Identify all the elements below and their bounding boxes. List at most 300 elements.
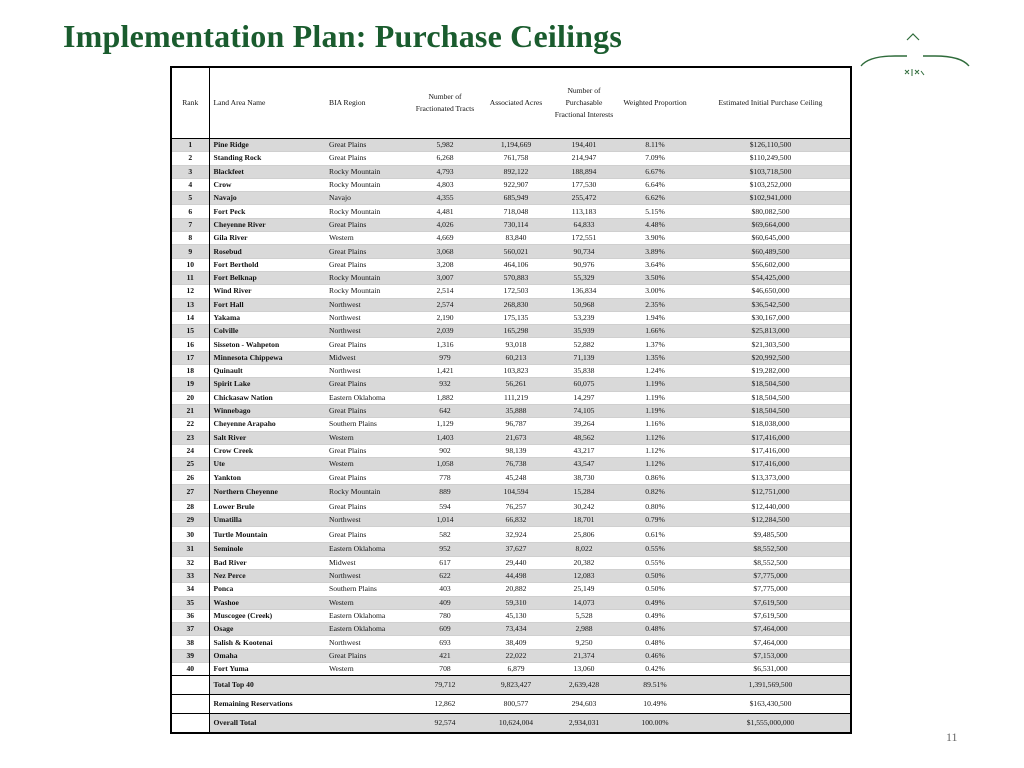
cell-proportion: 0.46% [619, 649, 691, 662]
cell-ceiling: $102,941,000 [691, 192, 851, 205]
slide-title: Implementation Plan: Purchase Ceilings [63, 18, 623, 54]
cell-region [325, 676, 407, 695]
cell-name: Fort Hall [209, 298, 325, 311]
cell-rank: 8 [171, 232, 209, 245]
cell-proportion: 5.15% [619, 205, 691, 218]
cell-tracts: 3,068 [407, 245, 483, 258]
table-row [171, 365, 851, 378]
cell-ceiling: $30,167,000 [691, 311, 851, 324]
header-purchasable-interests: Number of Purchasable Fractional Interests [549, 67, 619, 139]
cell-tracts: 902 [407, 444, 483, 457]
cell-rank: 9 [171, 245, 209, 258]
cell-name: Seminole [209, 543, 325, 556]
table-row [171, 583, 851, 596]
cell-rank: 16 [171, 338, 209, 351]
cell-acres: 570,883 [483, 271, 549, 284]
cell-proportion: 0.48% [619, 636, 691, 649]
cell-interests: 90,976 [549, 258, 619, 271]
cell-interests: 15,284 [549, 484, 619, 500]
cell-tracts: 932 [407, 378, 483, 391]
table-row [171, 662, 851, 675]
cell-acres: 73,434 [483, 623, 549, 636]
cell-region: Southern Plains [325, 583, 407, 596]
cell-interests: 30,242 [549, 500, 619, 513]
cell-name: Umatilla [209, 514, 325, 527]
cell-acres: 59,310 [483, 596, 549, 609]
cell-acres: 685,949 [483, 192, 549, 205]
cell-ceiling: $7,153,000 [691, 649, 851, 662]
cell-interests: 2,639,428 [549, 676, 619, 695]
table-body [171, 139, 851, 734]
cell-ceiling: $80,082,500 [691, 205, 851, 218]
cell-acres: 464,106 [483, 258, 549, 271]
cell-tracts: 421 [407, 649, 483, 662]
cell-rank: 24 [171, 444, 209, 457]
cell-rank: 15 [171, 325, 209, 338]
cell-region: Western [325, 596, 407, 609]
cell-region: Rocky Mountain [325, 484, 407, 500]
cell-proportion: 0.49% [619, 596, 691, 609]
cell-interests: 177,530 [549, 178, 619, 191]
cell-ceiling: $18,038,000 [691, 418, 851, 431]
cell-acres: 66,832 [483, 514, 549, 527]
cell-ceiling: $69,664,000 [691, 218, 851, 231]
cell-name: Spirit Lake [209, 378, 325, 391]
cell-rank: 28 [171, 500, 209, 513]
cell-region: Western [325, 431, 407, 444]
cell-region: Northwest [325, 325, 407, 338]
cell-tracts: 4,355 [407, 192, 483, 205]
cell-name: Ponca [209, 583, 325, 596]
cell-ceiling: $18,504,500 [691, 404, 851, 417]
cell-interests: 43,547 [549, 458, 619, 471]
cell-tracts: 4,026 [407, 218, 483, 231]
table-row [171, 351, 851, 364]
cell-rank: 5 [171, 192, 209, 205]
cell-region: Great Plains [325, 152, 407, 165]
total-row [171, 676, 851, 695]
cell-ceiling: $46,650,000 [691, 285, 851, 298]
cell-rank: 17 [171, 351, 209, 364]
cell-proportion: 3.90% [619, 232, 691, 245]
cell-rank: 12 [171, 285, 209, 298]
cell-proportion: 0.42% [619, 662, 691, 675]
cell-interests: 13,060 [549, 662, 619, 675]
cell-acres: 60,213 [483, 351, 549, 364]
cell-tracts: 1,403 [407, 431, 483, 444]
cell-interests: 35,939 [549, 325, 619, 338]
cell-ceiling: $36,542,500 [691, 298, 851, 311]
cell-name: Rosebud [209, 245, 325, 258]
purchase-ceiling-table [170, 66, 852, 734]
cell-rank: 7 [171, 218, 209, 231]
cell-proportion: 7.09% [619, 152, 691, 165]
cell-interests: 12,083 [549, 569, 619, 582]
cell-tracts: 889 [407, 484, 483, 500]
cell-interests: 53,239 [549, 311, 619, 324]
cell-name: Ute [209, 458, 325, 471]
cell-proportion: 3.89% [619, 245, 691, 258]
cell-region: Rocky Mountain [325, 165, 407, 178]
cell-tracts: 979 [407, 351, 483, 364]
cell-name: Salish & Kootenai [209, 636, 325, 649]
cell-rank: 10 [171, 258, 209, 271]
cell-ceiling: $12,440,000 [691, 500, 851, 513]
header-land-area-name: Land Area Name [209, 67, 325, 139]
cell-proportion: 1.24% [619, 365, 691, 378]
table-row [171, 271, 851, 284]
cell-acres: 165,298 [483, 325, 549, 338]
cell-region: Northwest [325, 365, 407, 378]
cell-interests: 48,562 [549, 431, 619, 444]
cell-name: Wind River [209, 285, 325, 298]
cell-rank: 25 [171, 458, 209, 471]
cell-name: Osage [209, 623, 325, 636]
cell-region: Rocky Mountain [325, 178, 407, 191]
table-row [171, 484, 851, 500]
cell-name: Muscogee (Creek) [209, 609, 325, 622]
cell-rank: 19 [171, 378, 209, 391]
cell-name: Northern Cheyenne [209, 484, 325, 500]
cell-ceiling: $20,992,500 [691, 351, 851, 364]
table-row [171, 325, 851, 338]
cell-proportion: 0.86% [619, 471, 691, 484]
cell-rank [171, 714, 209, 734]
cell-ceiling: $126,110,500 [691, 139, 851, 152]
cell-ceiling: $7,464,000 [691, 623, 851, 636]
cell-region: Eastern Oklahoma [325, 543, 407, 556]
cell-interests: 64,833 [549, 218, 619, 231]
cell-acres: 35,888 [483, 404, 549, 417]
header-rank: Rank [171, 67, 209, 139]
cell-acres: 45,248 [483, 471, 549, 484]
cell-acres: 20,882 [483, 583, 549, 596]
header-purchase-ceiling: Estimated Initial Purchase Ceiling [691, 67, 851, 139]
cell-ceiling: $7,464,000 [691, 636, 851, 649]
cell-region: Great Plains [325, 378, 407, 391]
cell-tracts: 6,268 [407, 152, 483, 165]
cell-rank: 14 [171, 311, 209, 324]
cell-proportion: 0.79% [619, 514, 691, 527]
cell-proportion: 1.12% [619, 458, 691, 471]
cell-acres: 37,627 [483, 543, 549, 556]
cell-tracts: 2,574 [407, 298, 483, 311]
cell-interests: 136,834 [549, 285, 619, 298]
cell-region: Great Plains [325, 500, 407, 513]
cell-rank: 33 [171, 569, 209, 582]
cell-rank [171, 695, 209, 714]
cell-tracts: 12,862 [407, 695, 483, 714]
cell-name: Crow Creek [209, 444, 325, 457]
cell-acres: 96,787 [483, 418, 549, 431]
table-row [171, 404, 851, 417]
cell-proportion: 1.35% [619, 351, 691, 364]
cell-ceiling: $21,303,500 [691, 338, 851, 351]
cell-ceiling: $18,504,500 [691, 391, 851, 404]
cell-name: Minnesota Chippewa [209, 351, 325, 364]
cell-acres: 892,122 [483, 165, 549, 178]
cell-name: Quinault [209, 365, 325, 378]
table-row [171, 418, 851, 431]
table-row [171, 514, 851, 527]
cell-acres: 98,139 [483, 444, 549, 457]
table-row [171, 152, 851, 165]
cell-ceiling: $163,430,500 [691, 695, 851, 714]
cell-region: Northwest [325, 311, 407, 324]
cell-region: Northwest [325, 514, 407, 527]
cell-proportion: 1.94% [619, 311, 691, 324]
cell-ceiling: $8,552,500 [691, 556, 851, 569]
cell-name: Nez Perce [209, 569, 325, 582]
cell-proportion: 6.62% [619, 192, 691, 205]
cell-rank: 18 [171, 365, 209, 378]
cell-name: Lower Brule [209, 500, 325, 513]
table-row [171, 245, 851, 258]
cell-proportion: 0.48% [619, 623, 691, 636]
cell-rank: 11 [171, 271, 209, 284]
cell-proportion: 1.19% [619, 404, 691, 417]
cell-region: Northwest [325, 298, 407, 311]
cell-name: Salt River [209, 431, 325, 444]
cell-region [325, 695, 407, 714]
cell-region: Great Plains [325, 218, 407, 231]
cell-name: Washoe [209, 596, 325, 609]
cell-rank: 30 [171, 527, 209, 543]
cell-interests: 39,264 [549, 418, 619, 431]
cell-region: Northwest [325, 569, 407, 582]
cell-ceiling: $17,416,000 [691, 458, 851, 471]
cell-region: Great Plains [325, 404, 407, 417]
cell-region: Great Plains [325, 139, 407, 152]
cell-region: Eastern Oklahoma [325, 609, 407, 622]
cell-name: Yakama [209, 311, 325, 324]
cell-rank: 27 [171, 484, 209, 500]
cell-name: Standing Rock [209, 152, 325, 165]
cell-acres: 761,758 [483, 152, 549, 165]
cell-rank: 34 [171, 583, 209, 596]
cell-region: Great Plains [325, 527, 407, 543]
cell-tracts: 1,129 [407, 418, 483, 431]
cell-tracts: 5,982 [407, 139, 483, 152]
cell-proportion: 10.49% [619, 695, 691, 714]
table-header-row [171, 67, 851, 139]
cell-region: Great Plains [325, 471, 407, 484]
cell-rank: 3 [171, 165, 209, 178]
cell-name: Chickasaw Nation [209, 391, 325, 404]
table-row [171, 431, 851, 444]
cell-tracts: 79,712 [407, 676, 483, 695]
cell-rank: 40 [171, 662, 209, 675]
cell-tracts: 1,316 [407, 338, 483, 351]
cell-ceiling: $110,249,500 [691, 152, 851, 165]
cell-interests: 214,947 [549, 152, 619, 165]
cell-interests: 2,934,031 [549, 714, 619, 734]
cell-proportion: 3.50% [619, 271, 691, 284]
cell-ceiling: $13,373,000 [691, 471, 851, 484]
cell-region: Western [325, 458, 407, 471]
table-row [171, 232, 851, 245]
cell-proportion: 0.49% [619, 609, 691, 622]
cell-name: Colville [209, 325, 325, 338]
cell-tracts: 4,481 [407, 205, 483, 218]
cell-interests: 5,528 [549, 609, 619, 622]
total-row [171, 695, 851, 714]
cell-ceiling: $7,775,000 [691, 569, 851, 582]
cell-tracts: 778 [407, 471, 483, 484]
cell-acres: 83,840 [483, 232, 549, 245]
cell-region: Western [325, 662, 407, 675]
cell-tracts: 617 [407, 556, 483, 569]
cell-rank [171, 676, 209, 695]
cell-interests: 18,701 [549, 514, 619, 527]
cell-acres: 1,194,669 [483, 139, 549, 152]
cell-acres: 76,738 [483, 458, 549, 471]
table-row [171, 609, 851, 622]
cell-tracts: 403 [407, 583, 483, 596]
cell-acres: 104,594 [483, 484, 549, 500]
cell-ceiling: $60,489,500 [691, 245, 851, 258]
cell-proportion: 2.35% [619, 298, 691, 311]
cell-acres: 560,021 [483, 245, 549, 258]
cell-proportion: 1.19% [619, 378, 691, 391]
cell-acres: 718,048 [483, 205, 549, 218]
cell-region: Great Plains [325, 444, 407, 457]
cell-region [325, 714, 407, 734]
header-weighted-proportion: Weighted Proportion [619, 67, 691, 139]
cell-proportion: 0.55% [619, 543, 691, 556]
cell-tracts: 2,514 [407, 285, 483, 298]
cell-interests: 74,105 [549, 404, 619, 417]
table-row [171, 569, 851, 582]
cell-ceiling: $19,282,000 [691, 365, 851, 378]
total-row [171, 714, 851, 734]
cell-interests: 172,551 [549, 232, 619, 245]
cell-interests: 55,329 [549, 271, 619, 284]
cell-region: Southern Plains [325, 418, 407, 431]
cell-ceiling: $6,531,000 [691, 662, 851, 675]
cell-region: Western [325, 232, 407, 245]
cell-tracts: 952 [407, 543, 483, 556]
cell-acres: 800,577 [483, 695, 549, 714]
cell-tracts: 1,058 [407, 458, 483, 471]
cell-ceiling: $7,775,000 [691, 583, 851, 596]
cell-rank: 22 [171, 418, 209, 431]
cell-acres: 10,624,004 [483, 714, 549, 734]
cell-proportion: 3.00% [619, 285, 691, 298]
cell-ceiling: $25,813,000 [691, 325, 851, 338]
cell-interests: 25,149 [549, 583, 619, 596]
cell-name: Fort Peck [209, 205, 325, 218]
cell-rank: 21 [171, 404, 209, 417]
cell-acres: 9,823,427 [483, 676, 549, 695]
cell-rank: 37 [171, 623, 209, 636]
header-fractionated-tracts: Number of Fractionated Tracts [407, 67, 483, 139]
page-number: 11 [946, 730, 958, 744]
cell-proportion: 4.48% [619, 218, 691, 231]
cell-proportion: 1.12% [619, 431, 691, 444]
cell-tracts: 4,793 [407, 165, 483, 178]
cell-interests: 50,968 [549, 298, 619, 311]
cell-interests: 255,472 [549, 192, 619, 205]
cell-interests: 9,250 [549, 636, 619, 649]
cell-tracts: 4,669 [407, 232, 483, 245]
cell-rank: 36 [171, 609, 209, 622]
cell-rank: 23 [171, 431, 209, 444]
cell-acres: 44,498 [483, 569, 549, 582]
table-row [171, 458, 851, 471]
cell-ceiling: $7,619,500 [691, 609, 851, 622]
cell-acres: 172,503 [483, 285, 549, 298]
cell-ceiling: $56,602,000 [691, 258, 851, 271]
cell-name: Pine Ridge [209, 139, 325, 152]
table-row [171, 527, 851, 543]
cell-tracts: 708 [407, 662, 483, 675]
cell-region: Great Plains [325, 338, 407, 351]
cell-proportion: 6.64% [619, 178, 691, 191]
cell-name: Turtle Mountain [209, 527, 325, 543]
cell-region: Great Plains [325, 649, 407, 662]
cell-ceiling: $7,619,500 [691, 596, 851, 609]
cell-tracts: 1,421 [407, 365, 483, 378]
cell-interests: 113,183 [549, 205, 619, 218]
cell-acres: 45,130 [483, 609, 549, 622]
cell-proportion: 0.80% [619, 500, 691, 513]
cell-region: Rocky Mountain [325, 271, 407, 284]
table-row [171, 543, 851, 556]
cell-tracts: 594 [407, 500, 483, 513]
cell-proportion: 6.67% [619, 165, 691, 178]
cell-rank: 39 [171, 649, 209, 662]
cell-rank: 20 [171, 391, 209, 404]
cell-tracts: 693 [407, 636, 483, 649]
cell-name: Blackfeet [209, 165, 325, 178]
cell-region: Midwest [325, 556, 407, 569]
cell-name: Total Top 40 [209, 676, 325, 695]
cell-proportion: 0.50% [619, 583, 691, 596]
cell-rank: 13 [171, 298, 209, 311]
cell-name: Gila River [209, 232, 325, 245]
cell-acres: 730,114 [483, 218, 549, 231]
cell-acres: 29,440 [483, 556, 549, 569]
cell-region: Great Plains [325, 245, 407, 258]
cell-acres: 103,823 [483, 365, 549, 378]
cell-name: Remaining Reservations [209, 695, 325, 714]
cell-tracts: 582 [407, 527, 483, 543]
cell-tracts: 2,039 [407, 325, 483, 338]
cell-name: Cheyenne River [209, 218, 325, 231]
cell-acres: 6,879 [483, 662, 549, 675]
cell-tracts: 4,803 [407, 178, 483, 191]
table-row [171, 556, 851, 569]
cell-acres: 32,924 [483, 527, 549, 543]
cell-tracts: 609 [407, 623, 483, 636]
cell-proportion: 0.55% [619, 556, 691, 569]
cell-interests: 14,073 [549, 596, 619, 609]
cell-acres: 56,261 [483, 378, 549, 391]
cell-ceiling: $103,252,000 [691, 178, 851, 191]
cell-name: Winnebago [209, 404, 325, 417]
table-row [171, 311, 851, 324]
table-row [171, 298, 851, 311]
table-row [171, 378, 851, 391]
cell-acres: 22,022 [483, 649, 549, 662]
cell-proportion: 1.37% [619, 338, 691, 351]
cell-rank: 6 [171, 205, 209, 218]
table-row [171, 623, 851, 636]
cell-ceiling: $12,284,500 [691, 514, 851, 527]
cell-acres: 76,257 [483, 500, 549, 513]
cell-rank: 29 [171, 514, 209, 527]
